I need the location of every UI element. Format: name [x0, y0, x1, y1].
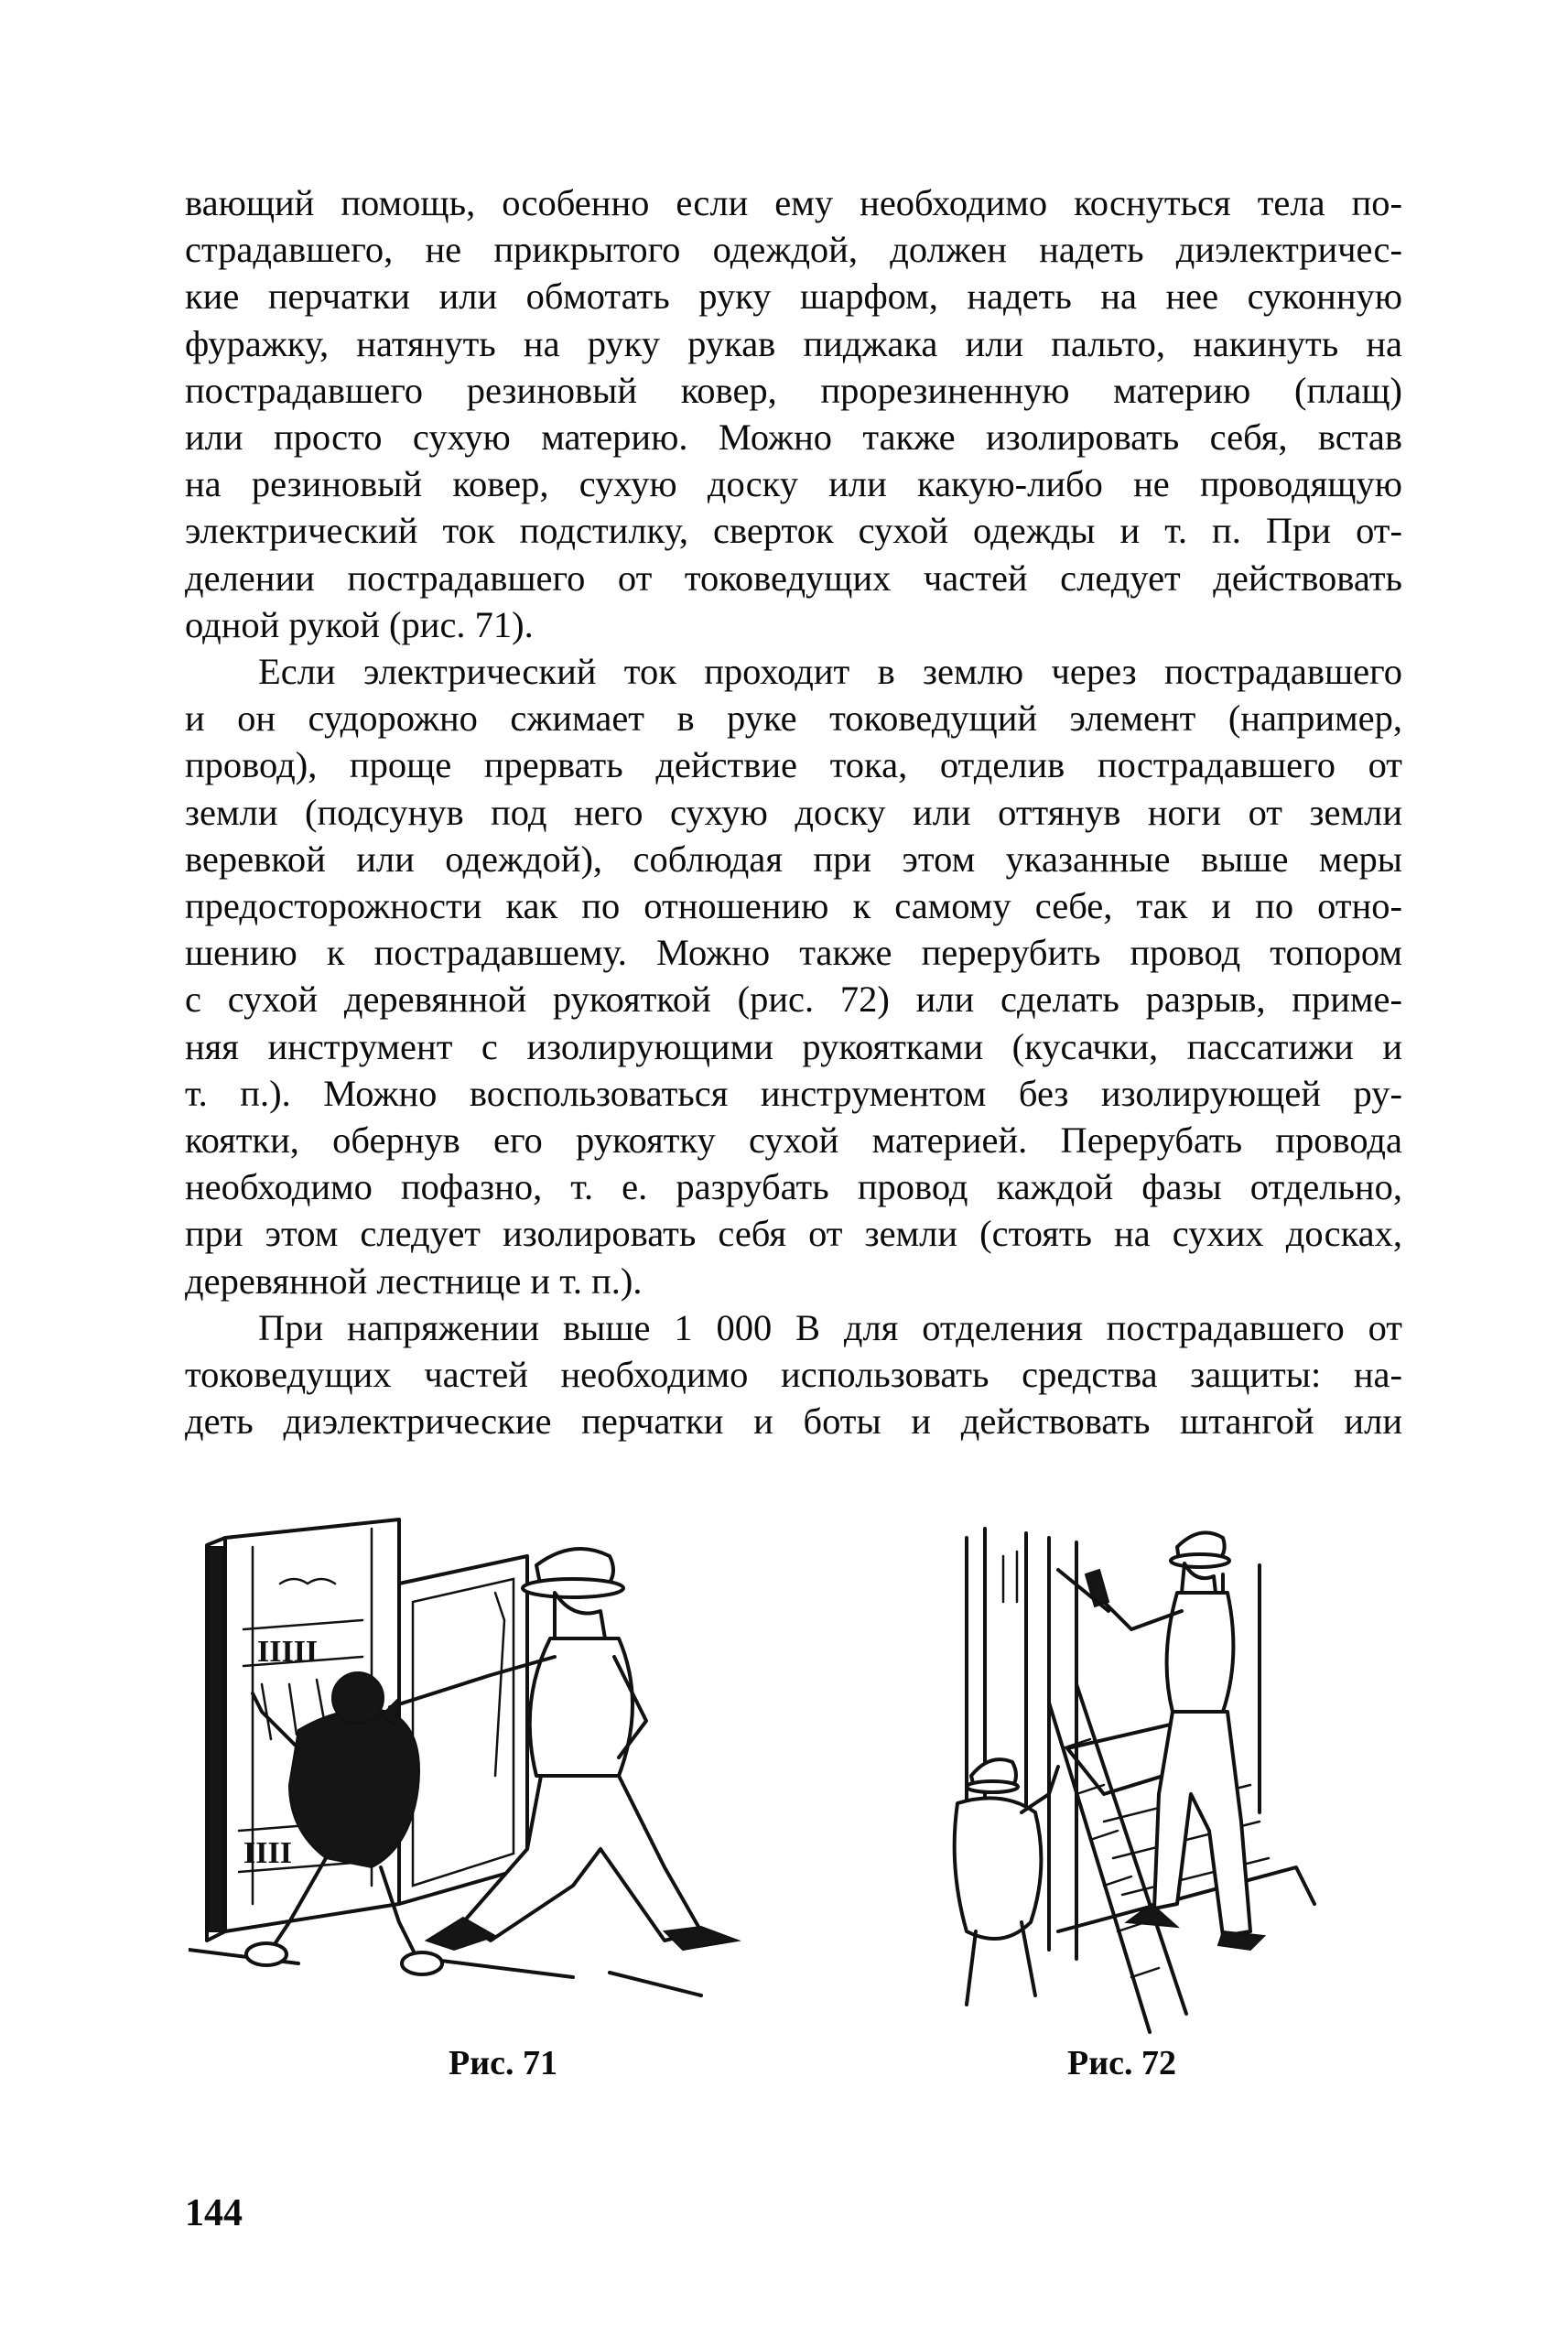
- text-line: няя инструмент с изолирующими рукоятками (кусачки, пассатижи и: [185, 1025, 1402, 1067]
- figure-71-caption: Рис. 71: [449, 2044, 557, 2082]
- text-line: при этом следует изолировать себя от земли (стоять на сухих досках,: [185, 1213, 1402, 1255]
- text-line: шению к пострадавшему. Можно также перерубить провод топором: [185, 932, 1402, 974]
- wire-cutting-drawing: [948, 1519, 1360, 2041]
- text-line: вающий помощь, особенно если ему необходимо коснуться тела по-: [185, 182, 1402, 223]
- text-line: земли (подсунув под него сухую доску или оттянув ноги от земли: [185, 791, 1402, 833]
- text-line: страдавшего, не прикрытого одеждой, должен надеть диэлектричес-: [185, 229, 1402, 271]
- text-line: кие перчатки или обмотать руку шарфом, надеть на нее суконную: [185, 276, 1402, 318]
- text-line: фуражку, натянуть на руку рукав пиджака или пальто, накинуть на: [185, 322, 1402, 364]
- text-line: провод), проще прервать действие тока, отделив пострадавшего от: [185, 744, 1402, 786]
- paragraph-1: [185, 179, 1402, 648]
- cabinet-panel-label-top: IIIII: [257, 1635, 319, 1669]
- text-line: токоведущих частей необходимо использовать средства защиты: на-: [185, 1354, 1402, 1396]
- text-line: веревкой или одеждой), соблюдая при этом указанные выше меры: [185, 838, 1402, 880]
- page-number: 144: [185, 2192, 243, 2234]
- text-line: делении пострадавшего от токоведущих частей следует действовать: [185, 557, 1402, 599]
- text-line: деть диэлектрические перчатки и боты и действовать штангой или: [185, 1400, 1402, 1443]
- text-line: предосторожности как по отношению к самому себе, так и по отно-: [185, 885, 1402, 927]
- text-line: на резиновый ковер, сухую доску или какую-либо не проводящую: [185, 463, 1402, 505]
- figure-71-illustration: [189, 1501, 829, 2014]
- text-line: пострадавшего резиновый ковер, прорезиненную материю (плащ): [185, 369, 1402, 411]
- rescue-at-cabinet-drawing: [189, 1501, 829, 2014]
- text-line: т. п.). Можно воспользоваться инструментом без изолирующей ру-: [185, 1072, 1402, 1114]
- text-line: необходимо пофазно, т. е. разрубать провод каждой фазы отдельно,: [185, 1166, 1402, 1208]
- paragraph-3: [185, 1304, 1402, 1445]
- figure-72-caption: Рис. 72: [1067, 2044, 1176, 2082]
- text-line: электрический ток подстилку, сверток сухой одежды и т. п. При от-: [185, 510, 1402, 552]
- body-text: [185, 179, 1402, 1444]
- text-line: деревянной лестнице и т. п.).: [185, 1260, 643, 1302]
- text-line: коятки, обернув его рукоятку сухой материей. Перерубать провода: [185, 1119, 1402, 1162]
- figure-72-illustration: [948, 1519, 1360, 2041]
- text-line: и он судорожно сжимает в руке токоведущий элемент (например,: [185, 698, 1402, 740]
- text-line: или просто сухую материю. Можно также изолировать себя, встав: [185, 416, 1402, 459]
- text-line: При напряжении выше 1 000 В для отделения пострадавшего от: [258, 1306, 1402, 1348]
- text-line: с сухой деревянной рукояткой (рис. 72) или сделать разрыв, приме-: [185, 979, 1402, 1021]
- paragraph-2: [185, 648, 1402, 1304]
- cabinet-panel-label-bottom: IIII: [243, 1836, 292, 1870]
- text-line: Если электрический ток проходит в землю через пострадавшего: [258, 651, 1402, 693]
- text-line: одной рукой (рис. 71).: [185, 603, 534, 645]
